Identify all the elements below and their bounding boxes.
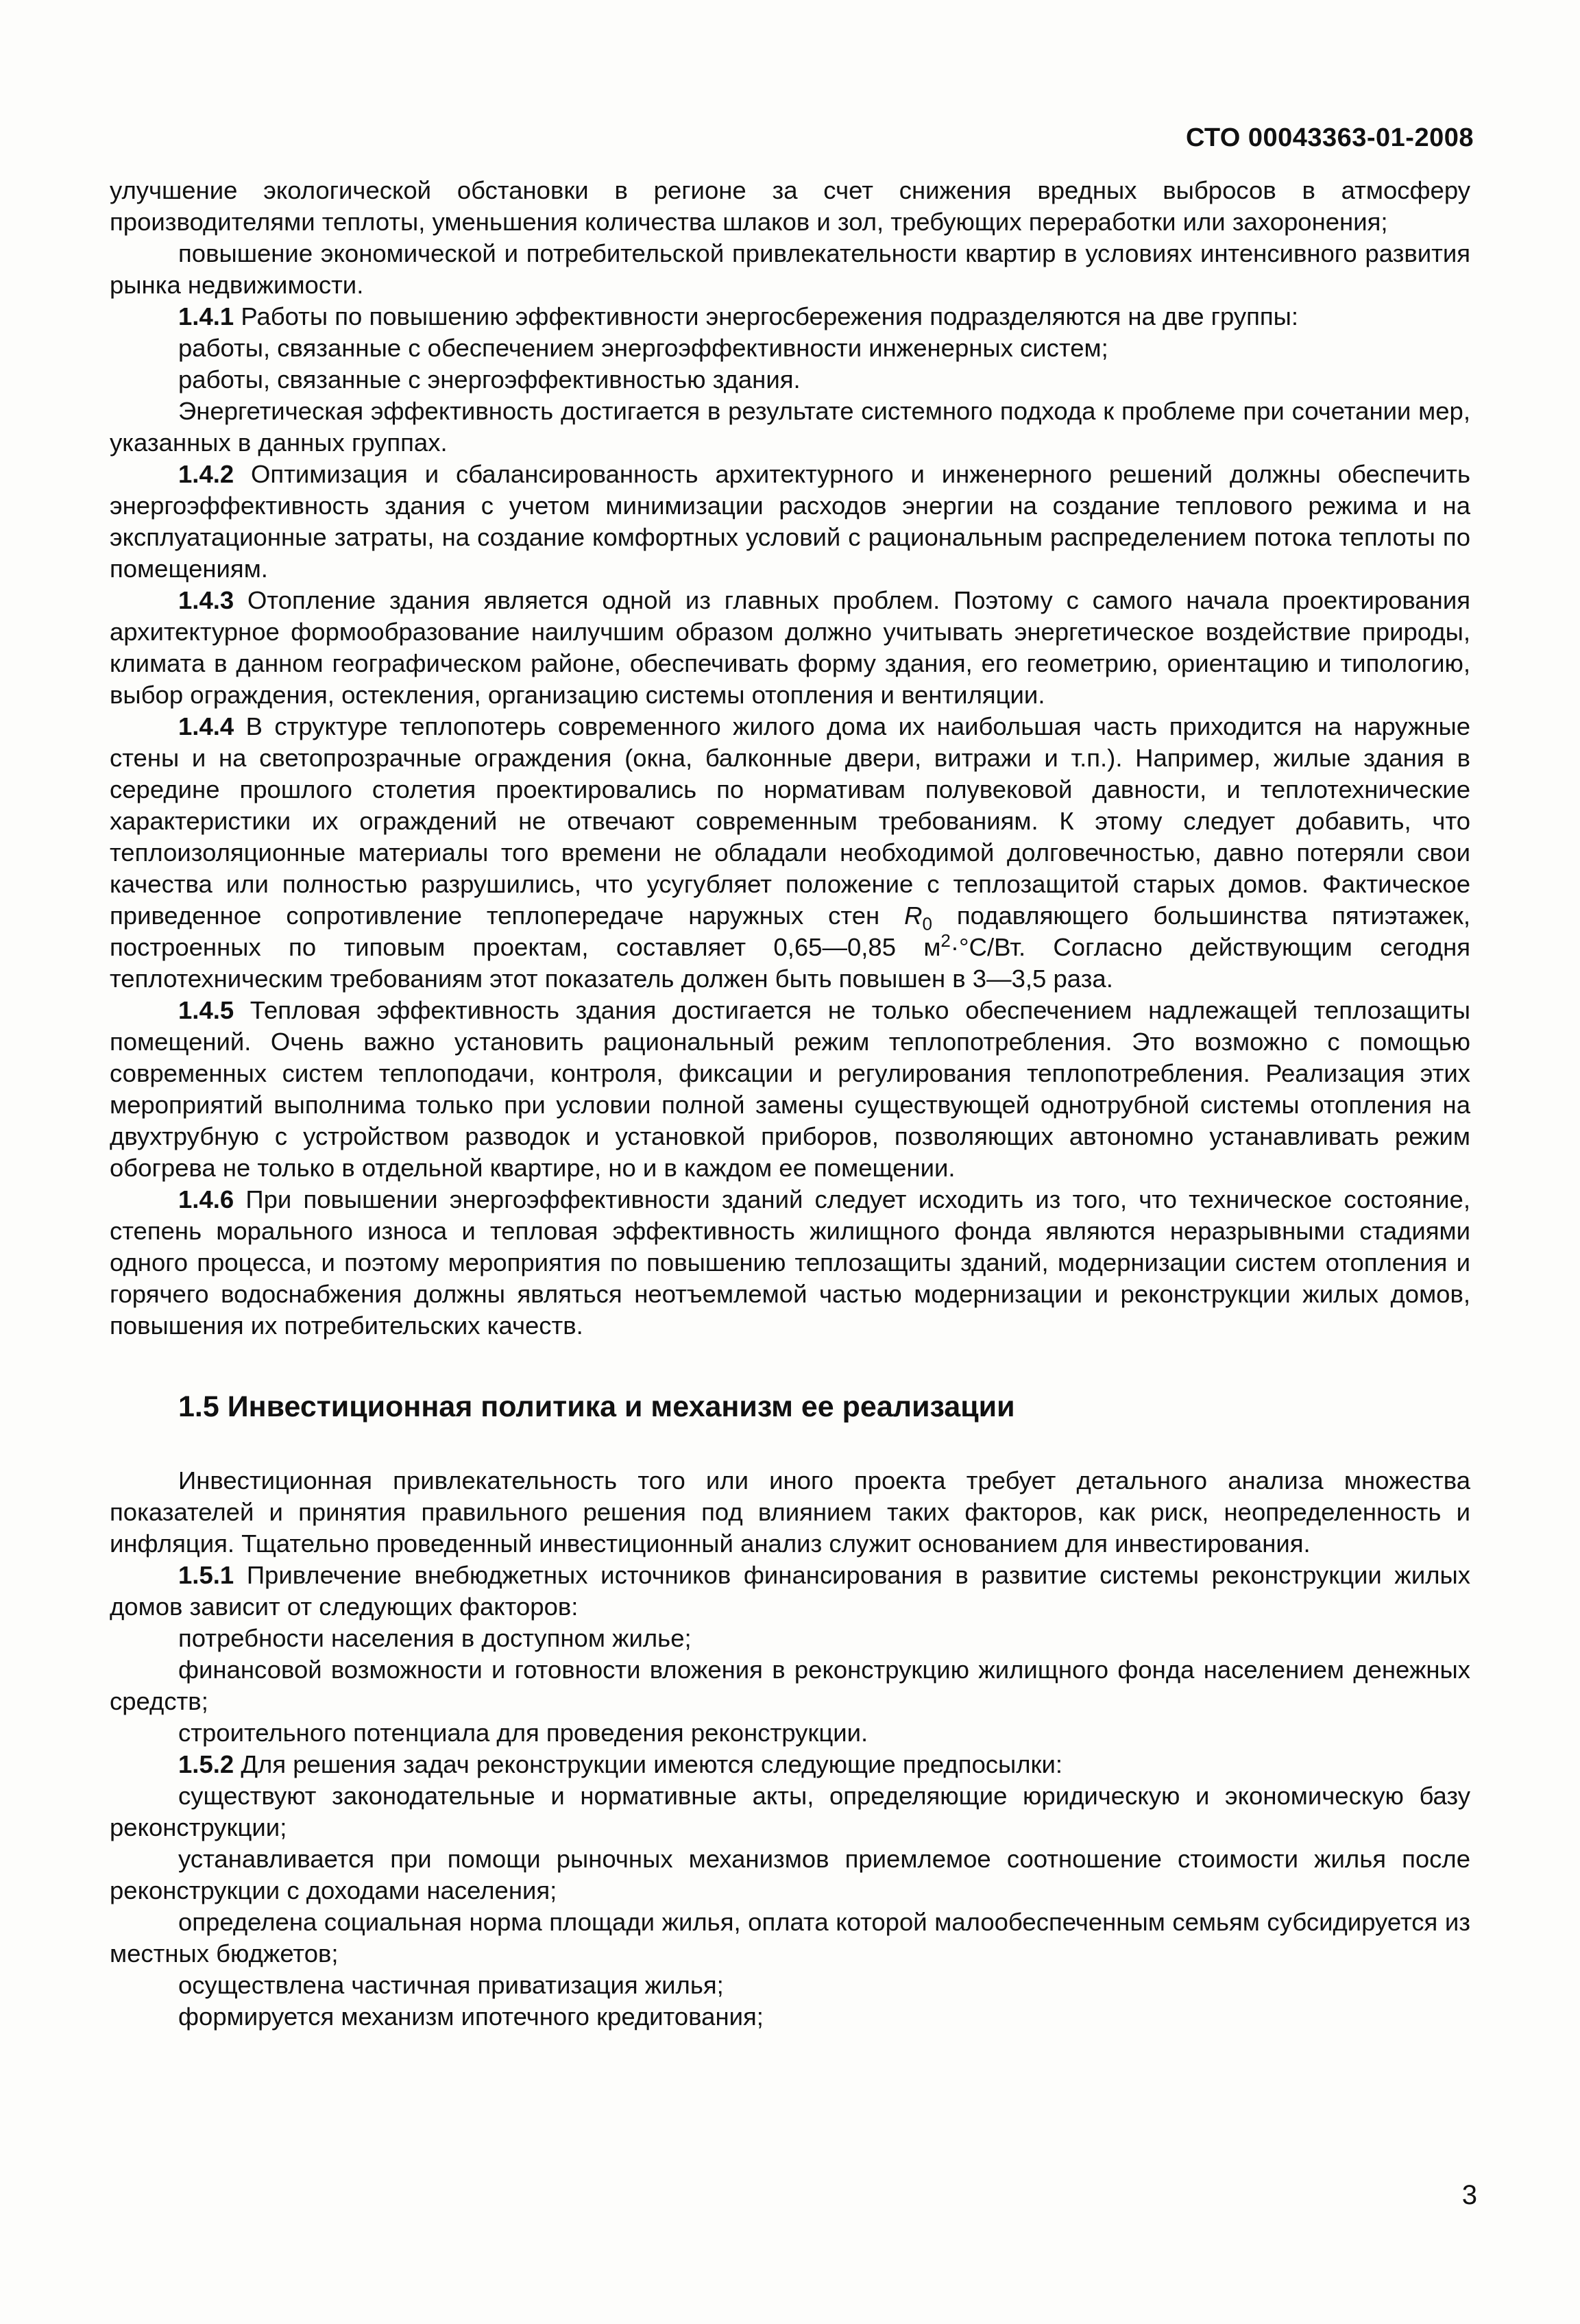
paragraph-text: осуществлена частичная приватизация жилья; — [178, 1971, 724, 1999]
paragraph-text: потребности населения в доступном жилье; — [178, 1624, 692, 1652]
paragraph — [110, 1654, 1470, 1717]
clause-number: 1.4.6 — [178, 1185, 234, 1213]
paragraph — [110, 1623, 1470, 1654]
symbol-subscript: 0 — [922, 913, 932, 934]
section-title-1-5: 1.5 Инвестиционная политика и механизм ее реализации — [178, 1390, 1015, 1423]
paragraph — [110, 1465, 1470, 1560]
paragraph-text: Энергетическая эффективность достигается в результате системного подхода к проблеме при сочетании мер, указанных в данных группах. — [110, 397, 1470, 457]
paragraph — [110, 364, 1470, 396]
paragraph — [110, 396, 1470, 459]
clause-number: 1.4.2 — [178, 460, 234, 488]
paragraphs-bottom — [110, 1465, 1470, 2033]
paragraph-text: существуют законодательные и нормативные акты, определяющие юридическую и экономическую базу реконструкции; — [110, 1782, 1470, 1841]
clause-number: 1.4.5 — [178, 996, 234, 1024]
clause-paragraph — [110, 995, 1470, 1184]
paragraph-text: подавляющего большинства пятиэтажек, построенных по типовым проектам, составляет 0,65—0,85 м — [110, 901, 1470, 961]
paragraph-text: Для решения задач реконструкции имеются следующие предпосылки: — [234, 1750, 1063, 1778]
clause-number: 1.4.3 — [178, 586, 234, 614]
paragraph-text: строительного потенциала для проведения реконструкции. — [178, 1719, 868, 1747]
paragraph-text: Работы по повышению эффективности энергосбережения подразделяются на две группы: — [234, 302, 1299, 330]
paragraph-1-4-4 — [110, 711, 1470, 995]
paragraph-text: Отопление здания является одной из главных проблем. Поэтому с самого начала проектирования архитектурное формообразование наилучшим образом должно учитывать энергетическое воздействие природы, климата в данном географическом районе, обеспечивать форму здания, его геометрию, ориентацию и типологию, выбор ограждения, остекления, организацию системы отопления и вентиляции. — [110, 586, 1470, 709]
paragraph-text: работы, связанные с обеспечением энергоэффективности инженерных систем; — [178, 334, 1108, 362]
unit-superscript: 2 — [940, 930, 951, 951]
symbol-r: R — [904, 901, 923, 930]
paragraph — [110, 2001, 1470, 2033]
document-code-header: СТО 00043363-01-2008 — [1185, 123, 1474, 152]
paragraph-text: При повышении энергоэффективности зданий следует исходить из того, что техническое состояние, степень морального износа и тепловая эффективность жилищного фонда являются неразрывными стадиями одного процесса, и поэтому мероприятия по повышению теплозащиты зданий, модернизации систем отопления и горячего водоснабжения должны являться неотъемлемой частью модернизации и реконструкции жилых домов, повышения их потребительских качеств. — [110, 1185, 1470, 1340]
paragraph — [110, 1970, 1470, 2001]
page-body — [110, 175, 1470, 2033]
paragraphs-mid — [110, 995, 1470, 1342]
clause-number: 1.5.1 — [178, 1561, 234, 1589]
clause-number: 1.4.4 — [178, 712, 234, 740]
clause-paragraph — [110, 459, 1470, 585]
page-number: 3 — [1461, 2180, 1477, 2210]
clause-number: 1.5.2 — [178, 1750, 234, 1778]
clause-paragraph — [110, 301, 1470, 332]
paragraph — [110, 332, 1470, 364]
paragraph — [110, 175, 1470, 238]
paragraph-text: работы, связанные с энергоэффективностью здания. — [178, 365, 801, 394]
paragraph — [110, 1780, 1470, 1843]
clause-paragraph — [110, 1560, 1470, 1623]
paragraph-text: улучшение экологической обстановки в регионе за счет снижения вредных выбросов в атмосферу производителями теплоты, уменьшения количества шлаков и зол, требующих переработки или захоронения; — [110, 176, 1470, 236]
paragraph — [110, 238, 1470, 301]
paragraph-text: формируется механизм ипотечного кредитования; — [178, 2002, 764, 2031]
paragraph-text: повышение экономической и потребительской привлекательности квартир в условиях интенсивного развития рынка недвижимости. — [110, 239, 1470, 299]
paragraph-text: устанавливается при помощи рыночных механизмов приемлемое соотношение стоимости жилья после реконструкции с доходами населения; — [110, 1845, 1470, 1904]
paragraph — [110, 1717, 1470, 1749]
paragraph-text: В структуре теплопотерь современного жилого дома их наибольшая часть приходится на наружные стены и на светопрозрачные ограждения (окна, балконные двери, витражи и т.п.). Например, жилые здания в середине прошлого столетия проектировались по нормативам полувековой давности, и теплотехнические характеристики их ограждений не отвечают современным требованиям. К этому следует добавить, что теплоизоляционные материалы того времени не обладали необходимой долговечностью, давно потеряли свои качества или полностью разрушились, что усугубляет положение с теплозащитой старых домов. Фактическое приведенное сопротивление теплопередаче наружных стен — [110, 712, 1470, 930]
paragraph-text: Привлечение внебюджетных источников финансирования в развитие системы реконструкции жилых домов зависит от следующих факторов: — [110, 1561, 1470, 1621]
clause-number: 1.4.1 — [178, 302, 234, 330]
paragraphs-top — [110, 175, 1470, 711]
paragraph-text: Оптимизация и сбалансированность архитектурного и инженерного решений должны обеспечить энергоэффективность здания с учетом минимизации расходов энергии на создание теплового режима и на эксплуатационные затраты, на создание комфортных условий с рациональным распределением потока теплоты по помещениям. — [110, 460, 1470, 583]
clause-paragraph — [110, 585, 1470, 711]
paragraph-text: Тепловая эффективность здания достигается не только обеспечением надлежащей теплозащиты помещений. Очень важно установить рациональный режим теплопотребления. Это возможно с помощью современных систем теплоподачи, контроля, фиксации и регулирования теплопотребления. Реализация этих мероприятий выполнима только при условии полной замены существующей однотрубной системы отопления на двухтрубную с устройством разводок и установкой приборов, позволяющих автономно устанавливать режим обогрева не только в отдельной квартире, но и в каждом ее помещении. — [110, 996, 1470, 1182]
paragraph-text: Инвестиционная привлекательность того или иного проекта требует детального анализа множества показателей и принятия правильного решения под влиянием таких факторов, как риск, неопределенность и инфляция. Тщательно проведенный инвестиционный анализ служит основанием для инвестирования. — [110, 1466, 1470, 1558]
clause-paragraph — [110, 1749, 1470, 1780]
paragraph — [110, 1843, 1470, 1907]
paragraph-text: ·°С/Вт. Согласно действующим сегодня теплотехническим требованиям этот показатель должен быть повышен в 3—3,5 раза. — [110, 933, 1470, 993]
paragraph-text: финансовой возможности и готовности вложения в реконструкцию жилищного фонда населением денежных средств; — [110, 1656, 1470, 1715]
paragraph-text: определена социальная норма площади жилья, оплата которой малообеспеченным семьям субсидируется из местных бюджетов; — [110, 1908, 1470, 1968]
paragraph — [110, 1907, 1470, 1970]
clause-paragraph — [110, 1184, 1470, 1342]
